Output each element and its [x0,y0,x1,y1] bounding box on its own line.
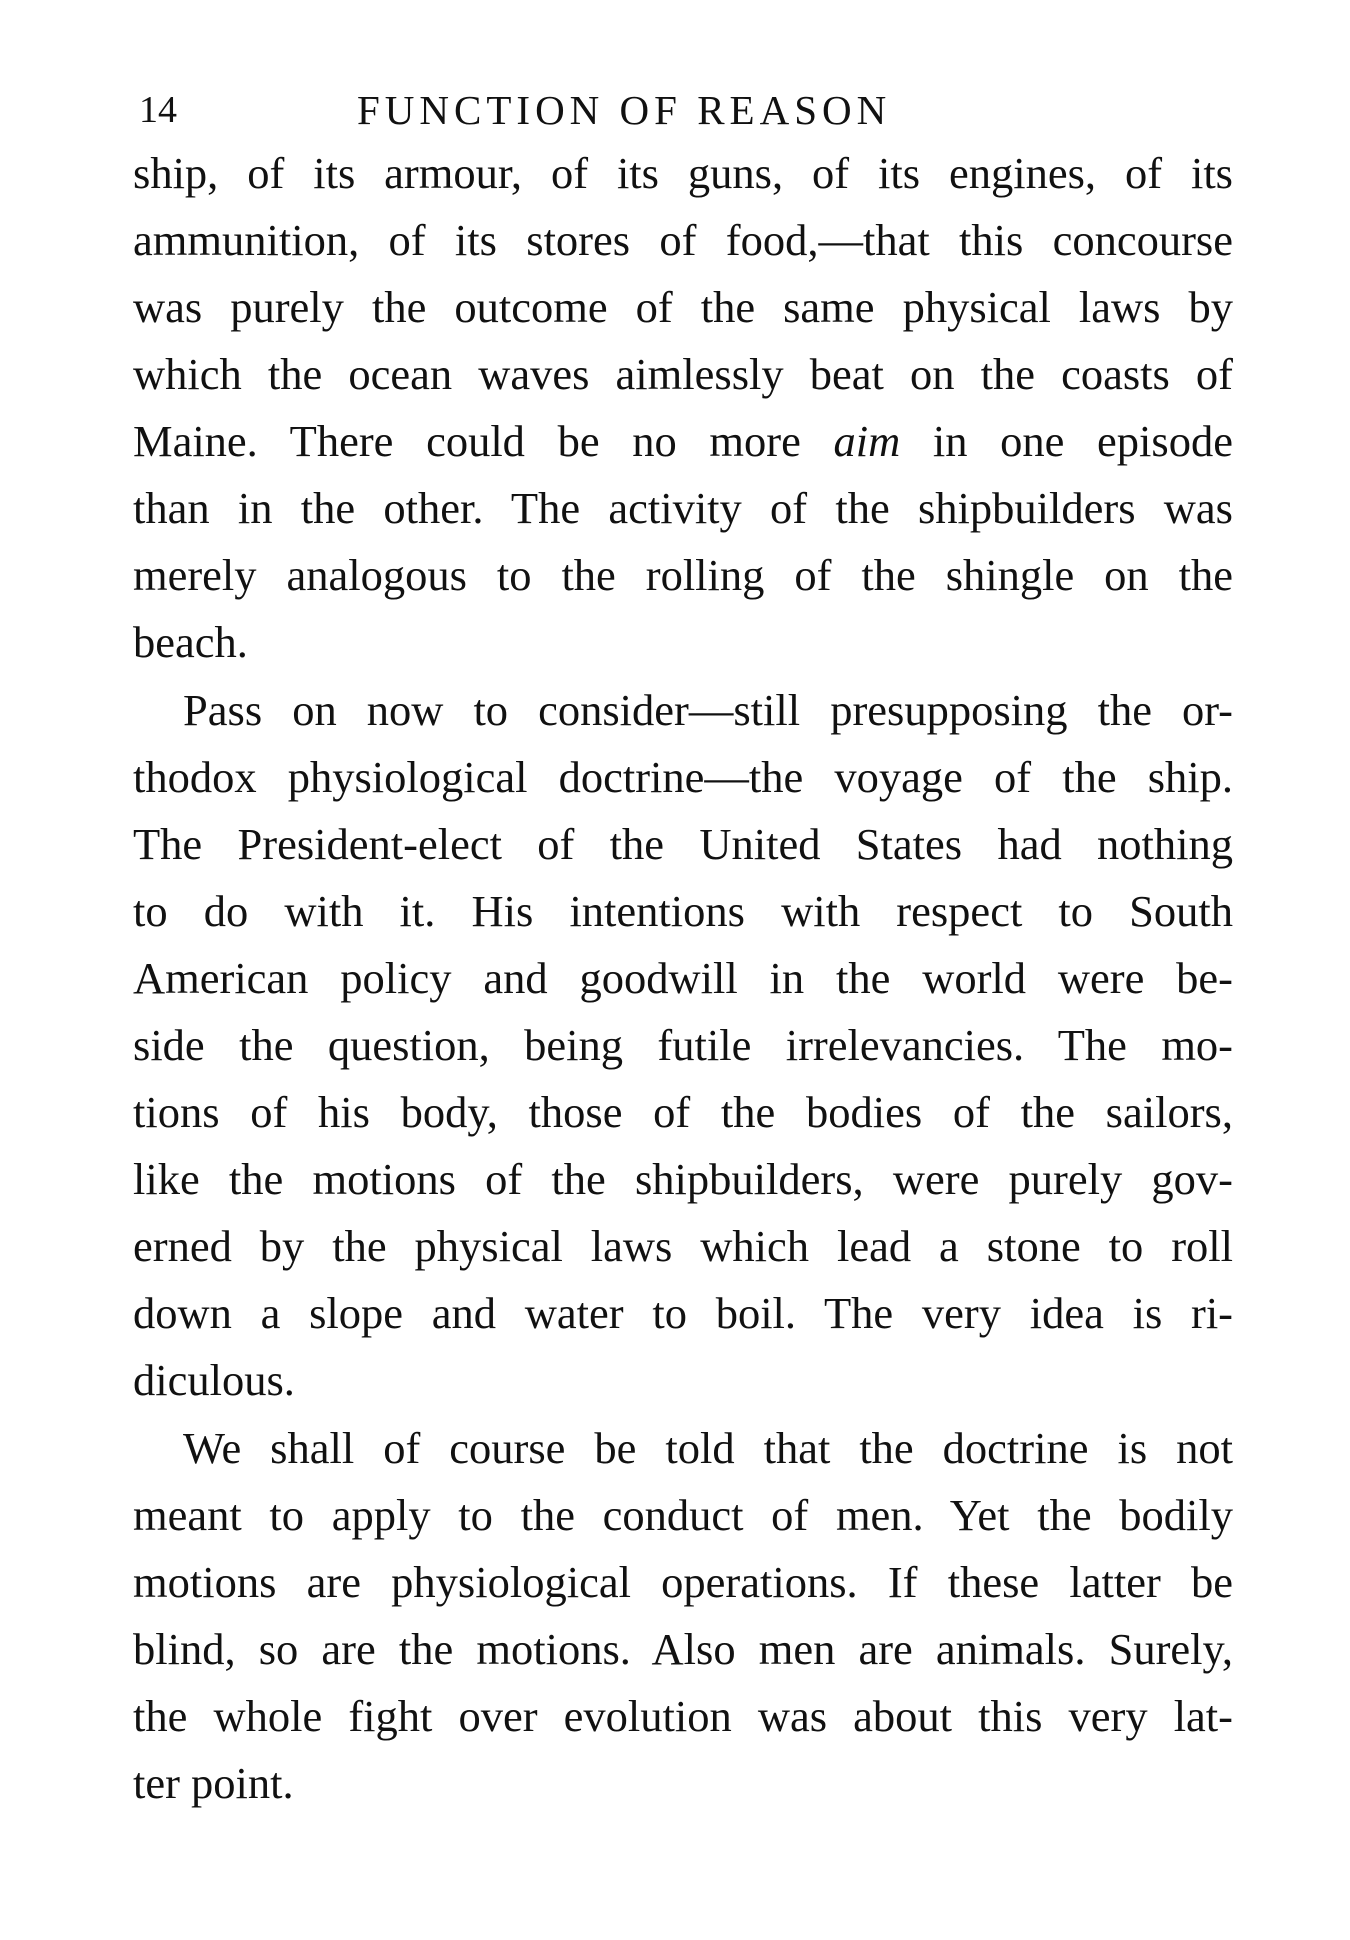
paragraph-2 [133,677,1233,1414]
text-line: meant to apply to the conduct of men. Yet the bodily [133,1490,1233,1540]
text-line: We shall of course be told that the doctrine is not [183,1423,1233,1473]
text-line: blind, so are the motions. Also men are animals. Surely, [133,1624,1233,1674]
running-title: FUNCTION OF REASON [357,87,892,133]
text-line: beach. [133,617,248,667]
text-line: ter point. [133,1758,294,1808]
book-page [133,80,1233,1817]
text-line: erned by the physical laws which lead a stone to roll [133,1221,1233,1271]
text-line: merely analogous to the rolling of the shingle on the [133,550,1233,600]
text-line: diculous. [133,1355,295,1405]
text-line: ship, of its armour, of its guns, of its engines, of its [133,148,1233,198]
text-line: than in the other. The activity of the shipbuilders was [133,483,1233,533]
paragraph-1 [133,140,1233,676]
text-line: like the motions of the shipbuilders, were purely gov- [133,1154,1233,1204]
text-segment: Maine. There could be no more [133,416,801,466]
italic-word: aim [833,416,901,466]
text-line: thodox physiological doctrine—the voyage of the ship. [133,752,1233,802]
text-line: was purely the outcome of the same physical laws by [133,282,1233,332]
text-line: the whole fight over evolution was about this very lat- [133,1691,1233,1741]
text-line: The President-elect of the United States had nothing [133,819,1233,869]
text-line: ammunition, of its stores of food,—that this concourse [133,215,1233,265]
paragraph-3 [133,1415,1233,1817]
text-line: tions of his body, those of the bodies of the sailors, [133,1087,1233,1137]
text-line: which the ocean waves aimlessly beat on the coasts of [133,349,1233,399]
text-line: side the question, being futile irrelevancies. The mo- [133,1020,1233,1070]
text-line: down a slope and water to boil. The very idea is ri- [133,1288,1233,1338]
text-line: to do with it. His intentions with respect to South [133,886,1233,936]
page-number: 14 [139,89,177,131]
running-head [133,80,1233,140]
text-line: American policy and goodwill in the world were be- [133,953,1233,1003]
text-line: Pass on now to consider—still presupposing the or- [183,685,1233,735]
text-line: motions are physiological operations. If these latter be [133,1557,1233,1607]
text-segment: in one episode [932,416,1233,466]
text-line-with-italic [133,408,1233,475]
